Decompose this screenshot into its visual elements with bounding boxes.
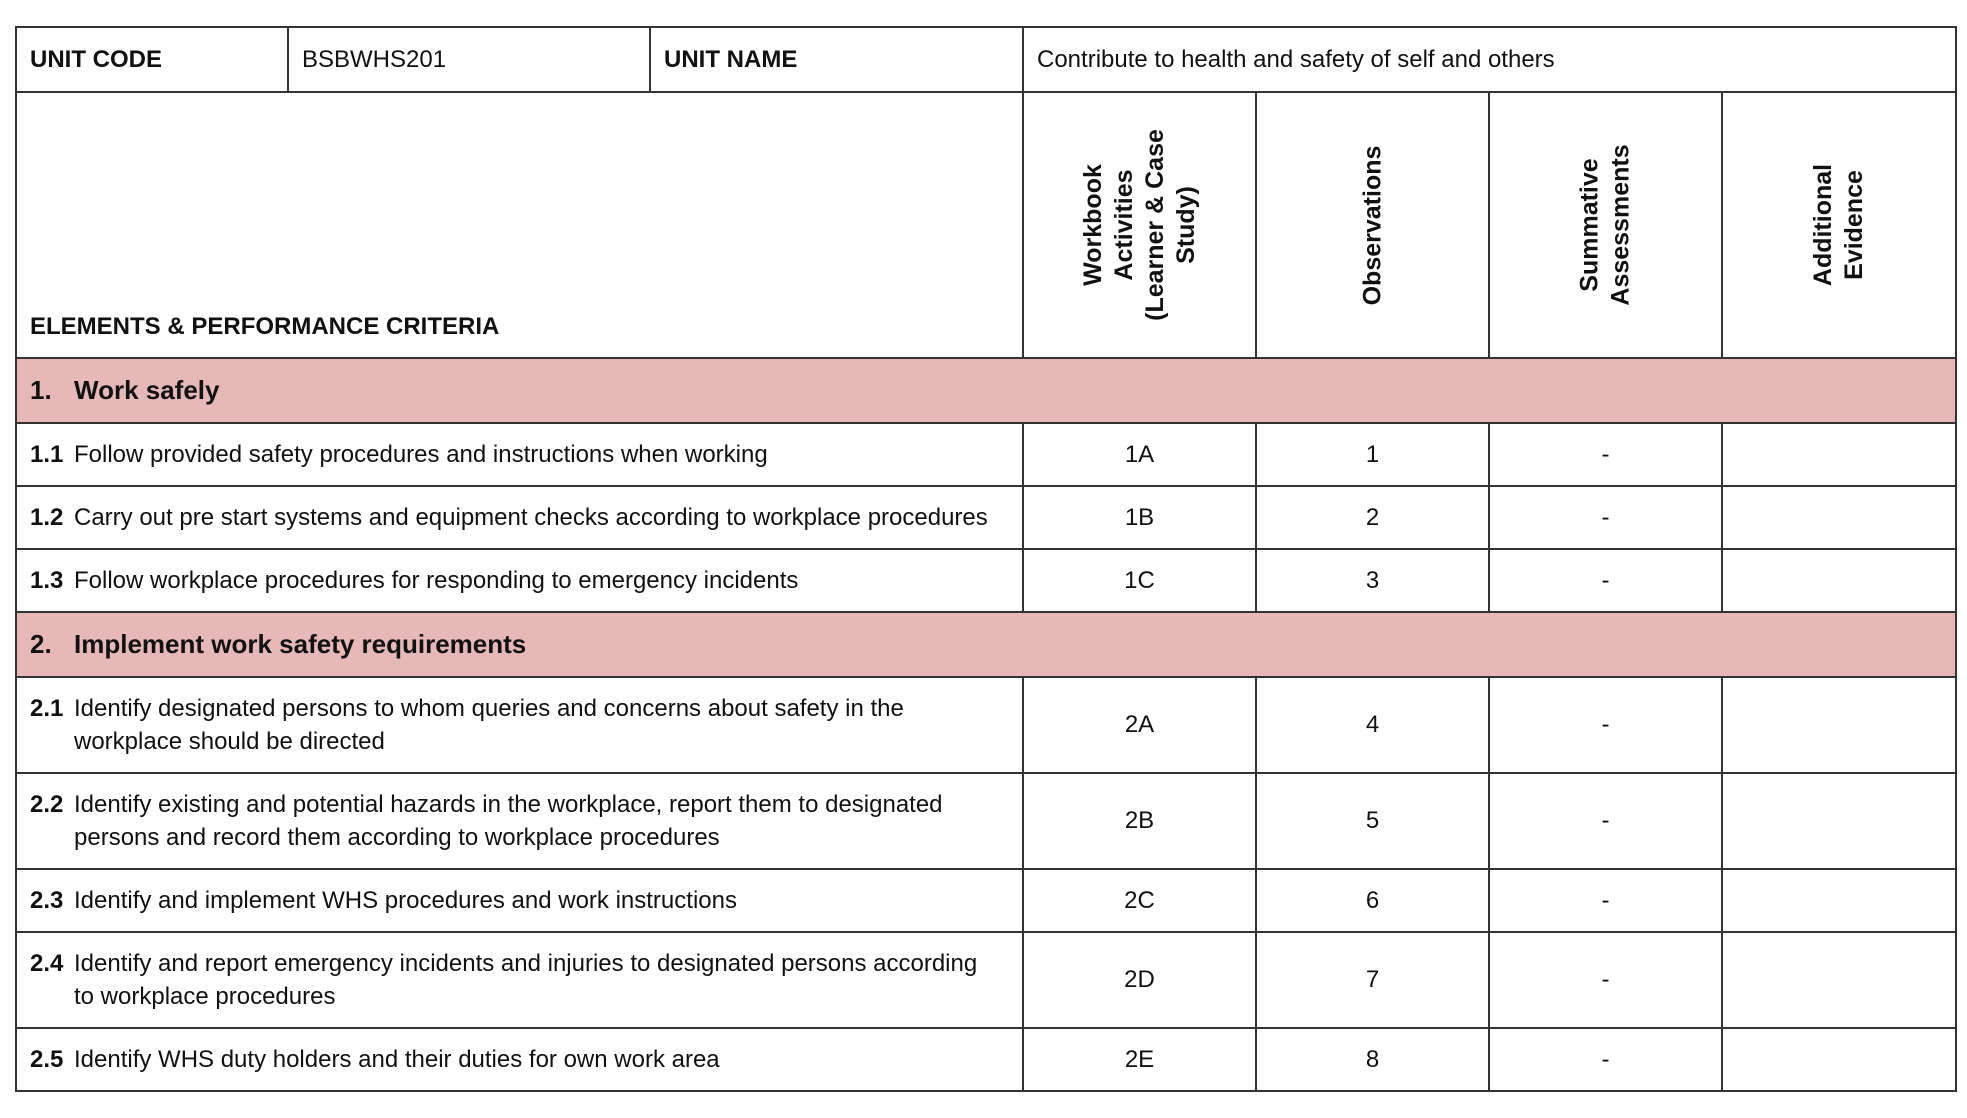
criterion-text-line: Carry out pre start systems and equipment checks according to workplace procedures	[74, 504, 988, 531]
criterion-line	[30, 884, 1009, 917]
criterion-text-line: workplace should be directed	[74, 728, 385, 755]
criterion-text-cell	[16, 932, 1023, 1028]
header-line: Assessments	[1606, 144, 1635, 306]
additional-evidence-cell	[1722, 549, 1956, 612]
observation-cell: 7	[1256, 932, 1489, 1028]
header-line: Study)	[1171, 186, 1200, 264]
criterion-number: 2.1	[30, 695, 64, 722]
additional-evidence-cell	[1722, 773, 1956, 869]
summative-cell: -	[1489, 932, 1722, 1028]
additional-column-header	[1722, 92, 1956, 358]
mapping-table	[15, 26, 1957, 1092]
observation-cell: 1	[1256, 423, 1489, 486]
summative-cell: -	[1489, 486, 1722, 549]
criterion-text	[74, 1043, 720, 1076]
criterion-number: 1.1	[30, 441, 64, 468]
observation-cell: 6	[1256, 869, 1489, 932]
summative-cell: -	[1489, 1028, 1722, 1091]
criteria-column-header: ELEMENTS & PERFORMANCE CRITERIA	[16, 92, 1023, 358]
observation-cell: 5	[1256, 773, 1489, 869]
criterion-text	[74, 438, 768, 471]
element-row	[16, 612, 1956, 677]
criterion-text-line: to workplace procedures	[74, 983, 336, 1010]
element-heading	[16, 612, 1956, 677]
workbook-cell: 2C	[1023, 869, 1256, 932]
criterion-line	[30, 947, 1009, 1013]
criterion-number: 2.3	[30, 887, 64, 914]
criterion-text-cell	[16, 486, 1023, 549]
criterion-text	[74, 564, 798, 597]
observations-column-header	[1256, 92, 1489, 358]
workbook-cell: 1A	[1023, 423, 1256, 486]
unit-code-label: UNIT CODE	[16, 27, 288, 92]
criterion-row	[16, 869, 1956, 932]
element-title: Implement work safety requirements	[74, 629, 527, 659]
header-line: Workbook	[1078, 164, 1107, 286]
workbook-header-text	[1078, 129, 1202, 321]
header-line: (Learner & Case	[1140, 129, 1169, 321]
criterion-row	[16, 1028, 1956, 1091]
criterion-text-line: Identify WHS duty holders and their duties for own work area	[74, 1046, 720, 1073]
header-line: Additional	[1809, 163, 1838, 287]
workbook-cell: 1B	[1023, 486, 1256, 549]
criterion-text-line: Identify designated persons to whom queries and concerns about safety in the	[74, 695, 904, 722]
criterion-text-line: Identify and implement WHS procedures and work instructions	[74, 887, 737, 914]
criterion-text-cell	[16, 549, 1023, 612]
criterion-line	[30, 501, 1009, 534]
criterion-line	[30, 438, 1009, 471]
summative-column-header	[1489, 92, 1722, 358]
observations-header-text	[1357, 145, 1388, 305]
criterion-row	[16, 549, 1956, 612]
criterion-text-line: Identify existing and potential hazards in the workplace, report them to designated	[74, 791, 943, 818]
criterion-text	[74, 788, 943, 854]
workbook-cell: 1C	[1023, 549, 1256, 612]
observation-cell: 8	[1256, 1028, 1489, 1091]
criterion-line	[30, 788, 1009, 854]
unit-name-value: Contribute to health and safety of self and others	[1023, 27, 1956, 92]
criterion-row	[16, 486, 1956, 549]
criterion-row	[16, 932, 1956, 1028]
criterion-text-line: Identify and report emergency incidents and injuries to designated persons according	[74, 950, 978, 977]
observation-cell: 4	[1256, 677, 1489, 773]
additional-evidence-cell	[1722, 423, 1956, 486]
header-line: Summative	[1575, 158, 1604, 292]
summative-cell: -	[1489, 423, 1722, 486]
criterion-line	[30, 692, 1009, 758]
criterion-text-line: persons and record them according to workplace procedures	[74, 824, 720, 851]
observation-cell: 2	[1256, 486, 1489, 549]
criterion-number: 2.2	[30, 791, 64, 818]
column-header-row	[16, 92, 1956, 358]
summative-header-text	[1575, 144, 1637, 305]
additional-evidence-cell	[1722, 932, 1956, 1028]
criterion-text-line: Follow provided safety procedures and instructions when working	[74, 441, 768, 468]
additional-evidence-cell	[1722, 869, 1956, 932]
criterion-text-line: Follow workplace procedures for responding to emergency incidents	[74, 567, 799, 594]
additional-header-text	[1808, 164, 1870, 286]
observation-cell: 3	[1256, 549, 1489, 612]
criterion-text-cell	[16, 869, 1023, 932]
element-number: 1.	[30, 375, 52, 405]
element-row	[16, 358, 1956, 423]
element-heading	[16, 358, 1956, 423]
summative-cell: -	[1489, 677, 1722, 773]
summative-cell: -	[1489, 869, 1722, 932]
criterion-text	[74, 947, 977, 1013]
criterion-text-cell	[16, 773, 1023, 869]
workbook-cell: 2A	[1023, 677, 1256, 773]
additional-evidence-cell	[1722, 486, 1956, 549]
criterion-number: 2.5	[30, 1046, 64, 1073]
element-number: 2.	[30, 629, 52, 659]
criterion-row	[16, 677, 1956, 773]
element-title: Work safely	[74, 375, 220, 405]
workbook-cell: 2D	[1023, 932, 1256, 1028]
criterion-number: 1.3	[30, 567, 64, 594]
unit-header-row	[16, 27, 1956, 92]
criterion-text-cell	[16, 677, 1023, 773]
criterion-text	[74, 692, 904, 758]
summative-cell: -	[1489, 773, 1722, 869]
additional-evidence-cell	[1722, 677, 1956, 773]
criterion-line	[30, 1043, 1009, 1076]
workbook-column-header	[1023, 92, 1256, 358]
criterion-number: 1.2	[30, 504, 64, 531]
criterion-text	[74, 884, 737, 917]
criterion-text-cell	[16, 423, 1023, 486]
unit-name-label: UNIT NAME	[650, 27, 1023, 92]
additional-evidence-cell	[1722, 1028, 1956, 1091]
unit-code-value: BSBWHS201	[288, 27, 650, 92]
criterion-row	[16, 423, 1956, 486]
workbook-cell: 2B	[1023, 773, 1256, 869]
criterion-row	[16, 773, 1956, 869]
header-line: Observations	[1358, 145, 1386, 305]
header-line: Activities	[1109, 169, 1138, 281]
criterion-line	[30, 564, 1009, 597]
mapping-table-container	[15, 26, 1955, 1092]
criterion-text-cell	[16, 1028, 1023, 1091]
summative-cell: -	[1489, 549, 1722, 612]
workbook-cell: 2E	[1023, 1028, 1256, 1091]
criterion-number: 2.4	[30, 950, 64, 977]
header-line: Evidence	[1840, 170, 1869, 280]
criterion-text	[74, 501, 988, 534]
